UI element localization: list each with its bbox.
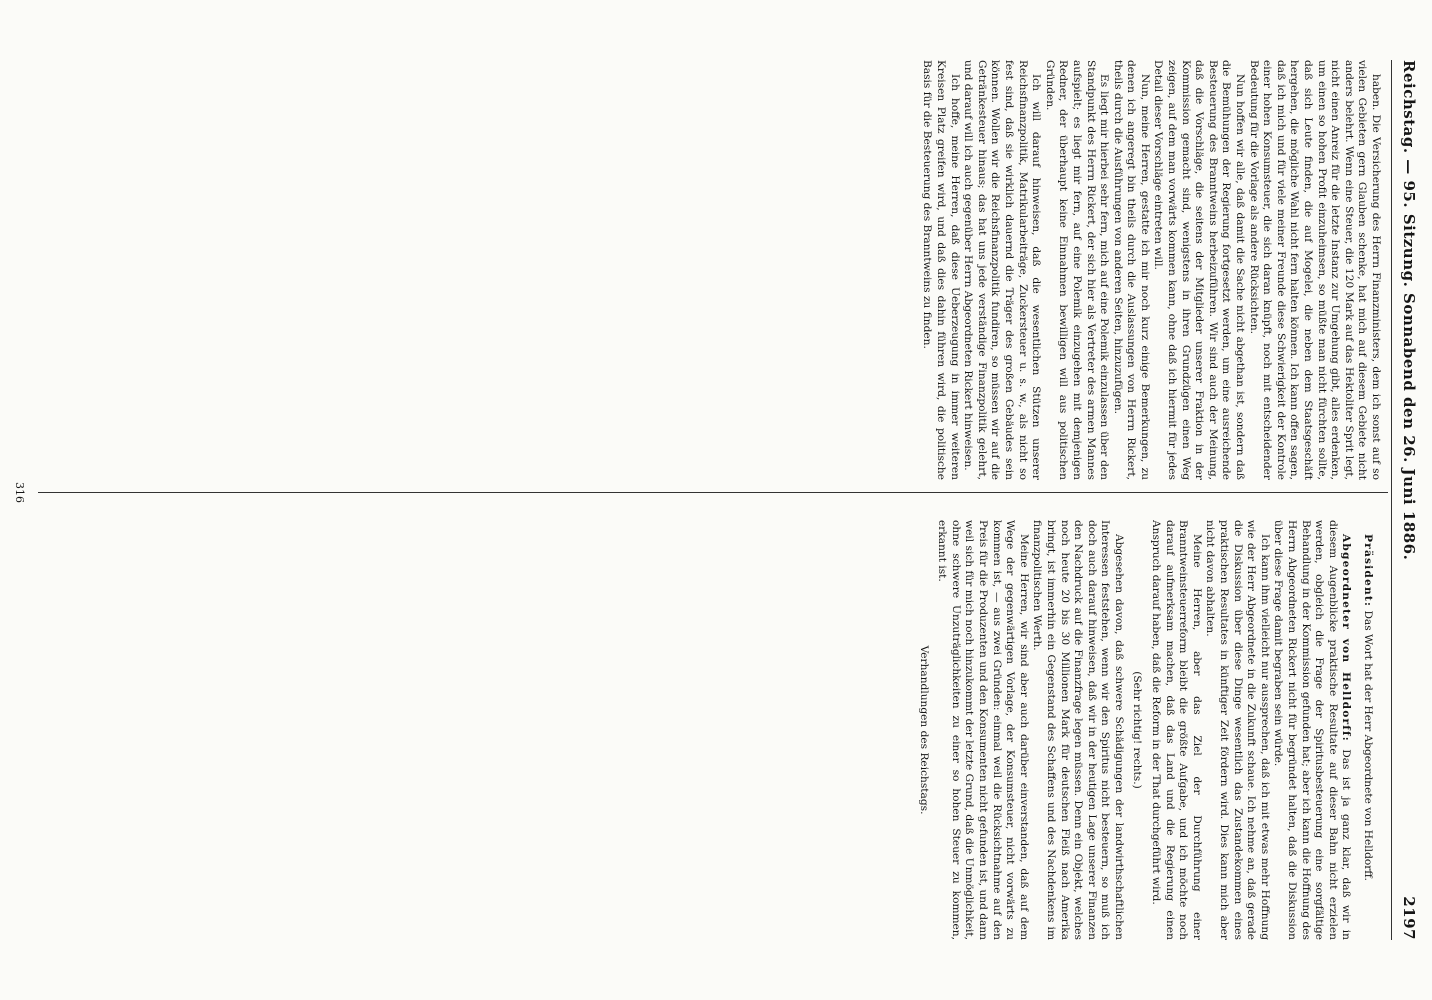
speaker-helldorff: Abgeordneter von Helldorff: [1340,534,1353,742]
column-divider [38,492,1388,493]
right-paragraph-1: Ich kann ihm vielleicht nur aussprechen, daß ich mit etwas mehr Hoffnung wie der Herr Abgeordnete in die Zukunft schaue. Ich nehme an, daß gerade die Diskussion über diese Dinge wesentlich das Zustandekommen eines praktischen Resultates in künftiger Zeit fördern wird. Dies kann mich aber nicht davon abhalten. [1204,520,1271,940]
right-paragraph-2: Meine Herren, aber das Ziel der Durchführung einer Branntweinsteuerreform bleibt die größte Aufgabe, und ich möchte noch darauf aufmerksam machen, daß das Land und die Regierung einen Anspruch darauf haben, daß die Reform in der That durchgeführt wird. [1150,520,1203,940]
left-paragraph-5: Ich will darauf hinweisen, daß die wesentlichen Stützen unserer Reichsfinanzpolitik, Matrikularbeiträge, Zuckersteuer u. s. w., als nicht so fest sind, daß sie wirklich dauernd die Träger des großen Gebäudes sein können. Wollen wir die Reichsfinanzpolitik fundiren, so müssen wir auf die Getränkesteuer hinaus; das hat uns jede verständige Finanzpolitik gelehrt, und darauf will ich auch gegenüber Herrn Abgeordneten Rickert hinweisen. [962,60,1043,480]
signature-mark: 316 [13,482,26,503]
right-column [12,520,1382,940]
speech-president [1360,520,1374,940]
right-paragraph-4: Meine Herren, wir sind aber auch darüber einverstanden, daß auf dem Wege der gegenwärtigen Vorlage, der Konsumsteuer, nicht vorwärts zu kommen ist, — aus zwei Gründen: einmal weil die Rücksichtnahme auf den Preis für die Produzenten und den Konsumenten nicht gefunden ist, und dann weil sich für mich noch hinzukommt der letzte Grund, daß die Unmöglichkeit, ohne schwere Unzuträglichkeiten zu einer so hohen Steuer zu kommen, erkannt ist. [936,520,1030,940]
left-paragraph-2: Nun hoffen wir alle, daß damit die Sache nicht abgethan ist, sondern daß die Bemühungen der Regierung fortgesetzt werden, um eine ausreichende Besteuerung des Branntweins herbeizuführen. Wir sind auch der Meinung, daß die Vorschläge, die seitens der Mitglieder unserer Fraktion in der Kommission gemacht sind, wenigstens in ihren Grundzügen einen Weg zeigen, auf dem man vorwärts kommen kann, ohne daß ich hiermit für jedes Detail dieser Vorschläge eintreten will. [1152,60,1247,480]
speech-president-text: Das Wort hat der Herr Abgeordnete von Helldorff. [1362,610,1374,881]
left-paragraph-1: haben. Die Versicherung des Herrn Finanzministers, dem ich sonst auf so vielen Gebieten gern Glauben schenke, hat mich auf diesem Gebiete nicht anders belehrt. Wenn eine Steuer, die 120 Mark auf das Hektoliter Sprit legt, nicht einen Anreiz für die letzte Instanz zur Umgehung gibt, alles erdenken, um einen so hohen Profit einzuheimsen, so müßte man nicht fürchten sollte, daß sich Leute finden, die auf Mogelei, die neben dem Staatsgeschäft hergehen, die mögliche Wahl nicht fern halten können. Ich kann offen sagen, daß ich mich und für viele meiner Freunde diese Schwierigkeit der Kontrole einer hohen Konsumsteuer, die sich daran knüpft, noch mit entscheidender Bedeutung für die Vorlage als andere Rücksichten. [1247,60,1382,480]
left-column [12,60,1382,480]
signature-line: Verhandlungen des Reichstags. [917,645,930,815]
header-rule [1391,60,1392,940]
running-head: Reichstag. — 95. Sitzung. Sonnabend den 26. Juni 1886. [1400,60,1418,561]
speech-helldorff [1271,520,1353,940]
speech-helldorff-text: Das ist ja ganz klar, daß wir in diesem Augenblicke praktische Resultate auf dieser Bahn nicht erzielen werden, obgleich die Frage der Spiritusbesteuerung eine sorgfältige Behandlung in der Kommission gefunden hat; aber ich kann die Hoffnung des Herrn Abgeordneten Rickert nicht für begründet halten, daß die Diskussion über diese Frage damit begraben sein würde. [1272,520,1353,940]
right-paragraph-3: Abgesehen davon, daß schwere Schädigungen der landwirthschaftlichen Interessen feststehen, wenn wir den Spiritus nicht besteuern, so muß ich doch auch darauf hinweisen, daß wir in der heutigen Lage unserer Finanzen den Nachdruck auf die Finanzfrage legen müssen. Denn ein Objekt, welches noch heute 20 bis 30 Millionen Mark für deutschen Fleiß nach Amerika bringt, ist immerhin ein Gegenstand des Schaffens und des Nachdenkens im finanzpolitischen Werth. [1031,520,1125,940]
left-paragraph-4: Es liegt mir hierbei sehr fern, mich auf eine Polemik einzulassen über den Standpunkt des Herrn Rickert, der sich hier als Vertreter des armen Mannes aufspielt; es liegt mir fern, auf eine Polemik einzugehen mit demjenigen Redner, der überhaupt keine Einnahmen bewilligen will aus politischen Gründen. [1043,60,1111,480]
speaker-president: Präsident: [1362,534,1374,608]
page-header [1396,60,1418,940]
left-paragraph-3: Nun, meine Herren, gestatte ich mir noch kurz einige Bemerkungen, zu denen ich angeregt bin theils durch die Auslassungen von Herrn Rickert, theils durch die Ausführungen von anderen Seiten, hinzuzufügen. [1111,60,1151,480]
left-paragraph-6: Ich hoffe, meine Herren, daß diese Ueberzeugung in immer weiteren Kreisen Platz greifen wird, und daß dies dahin führen wird, die politische Basis für die Besteuerung des Branntweins zu finden. [921,60,961,480]
page-number: 2197 [1400,896,1418,940]
stage-direction-1: (Sehr richtig! rechts.) [1131,671,1144,789]
